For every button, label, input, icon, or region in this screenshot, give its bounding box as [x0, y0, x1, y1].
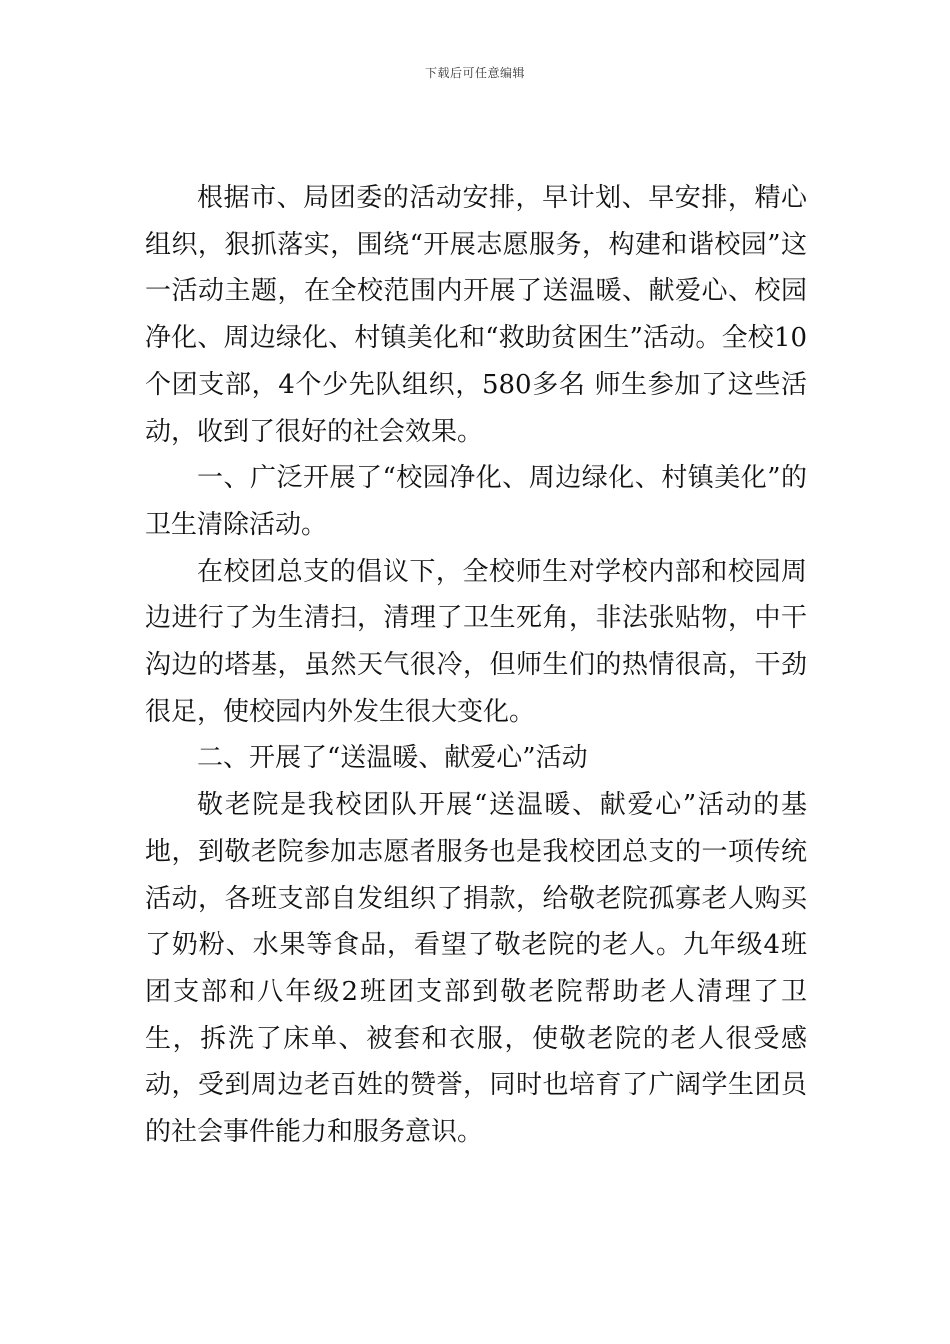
page-header-note: 下载后可任意编辑	[424, 66, 525, 80]
section-heading-2: 二、开展了“送温暖、献爱心”活动	[197, 743, 588, 774]
paragraph-intro: 根据市、局团委的活动安排，早计划、早安排，精心组织，狠抓落实，围绕“开展志愿服务，构建和谐校园”这一活动主题，在全校范围内开展了送温暖、献爱心、校园净化、周边绿化、村镇美化和“救助贫困生”活动。全校10个团支部，4个少先队组织，580多名 师生参加了这些活动，收到了很好的社会效果。	[145, 183, 807, 447]
document-body	[145, 175, 807, 1156]
paragraph-nursing-home: 敬老院是我校团队开展“送温暖、献爱心”活动的基地，到敬老院参加志愿者服务也是我校团总支的一项传统活动，各班支部自发组织了捐款，给敬老院孤寡老人购买了奶粉、水果等食品，看望了敬老院的老人。九年级4班团支部和八年级2班团支部到敬老院帮助老人清理了卫生，拆洗了床单、被套和衣服，使敬老院的老人很受感动，受到周边老百姓的赞誉，同时也培育了广阔学生团员的社会事件能力和服务意识。	[145, 790, 807, 1148]
section-heading-1: 一、广泛开展了“校园净化、周边绿化、村镇美化”的卫生清除活动。	[145, 463, 807, 540]
paragraph-cleanup: 在校团总支的倡议下，全校师生对学校内部和校园周边进行了为生清扫，清理了卫生死角，非法张贴物，中干沟边的塔基，虽然天气很冷，但师生们的热情很高，干劲很足，使校园内外发生很大变化。	[145, 556, 807, 727]
